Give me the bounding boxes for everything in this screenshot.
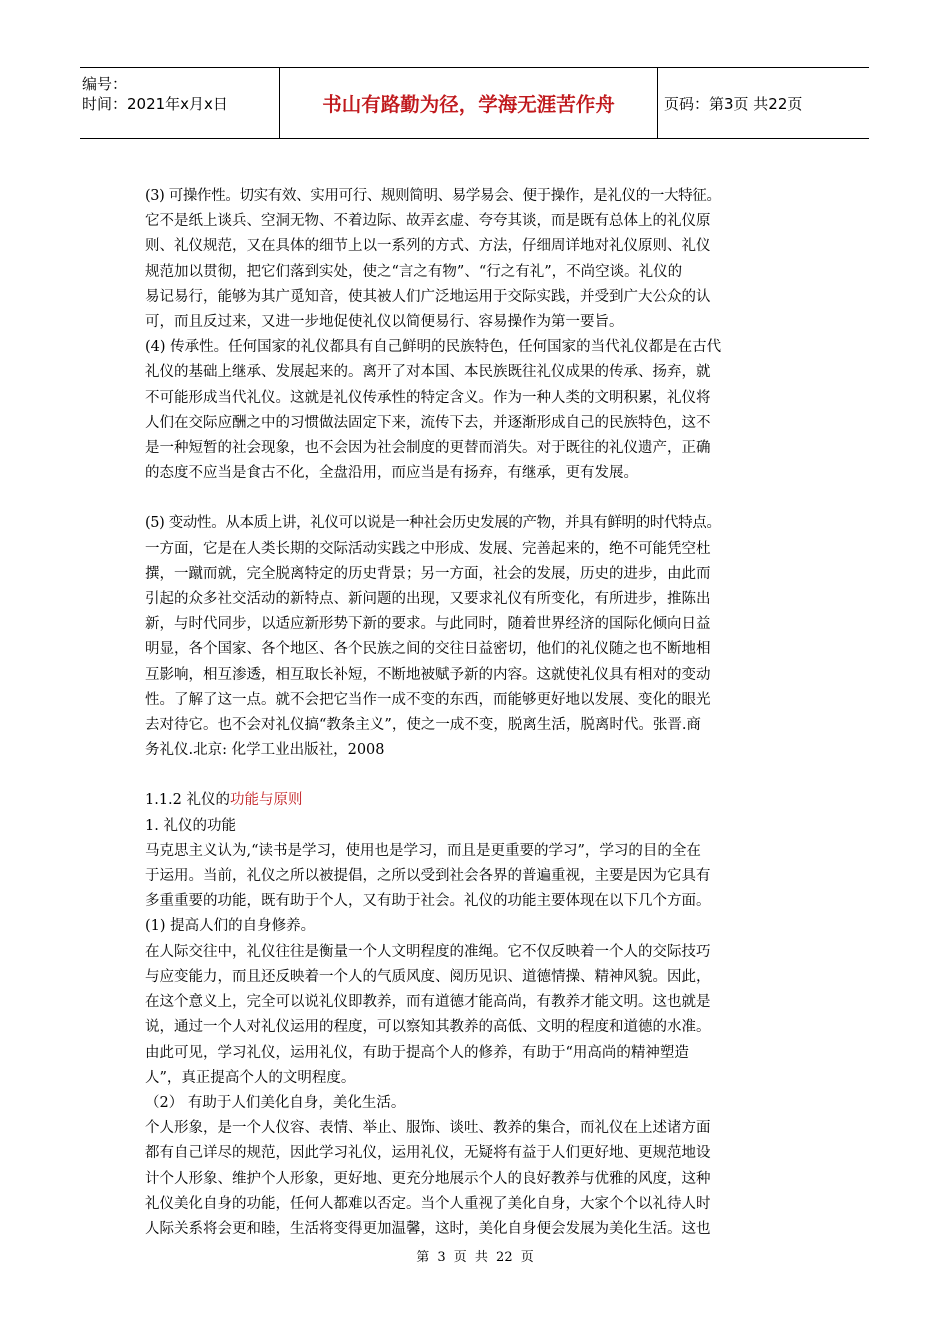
text-line: 去对待它。也不会对礼仪搞“教条主义”，使之一成不变，脱离生活，脱离时代。张晋.商 <box>145 717 701 734</box>
text-line: 礼仪美化自身的功能，任何人都难以否定。当个人重视了美化自身，大家个个以礼待人时 <box>145 1195 711 1212</box>
text-line: 在人际交往中，礼仪往往是衡量一个人文明程度的准绳。它不仅反映着一个人的交际技巧 <box>145 943 711 960</box>
text-line: 规范加以贯彻，把它们落到实处，使之“言之有物”、“行之有礼”，不尚空谈。礼仪的 <box>145 263 683 280</box>
paragraph-gap <box>145 763 815 788</box>
document-number-label: 编号： <box>82 75 128 93</box>
text-line: 与应变能力，而且还反映着一个人的气质风度、阅历见识、道德情操、精神风貌。因此， <box>145 968 711 985</box>
text-line: 计个人形象、维护个人形象，更好地、更充分地展示个人的良好教养与优雅的风度，这种 <box>145 1170 711 1187</box>
text-line: 礼仪的基础上继承、发展起来的。离开了对本国、本民族既往礼仪成果的传承、扬弃，就 <box>145 364 711 381</box>
document-time-label: 时间：2021年x月x日 <box>82 95 228 113</box>
paragraph-gap <box>145 486 815 511</box>
text-line: 易记易行，能够为其广觅知音，使其被人们广泛地运用于交际实践，并受到广大公众的认 <box>145 288 711 305</box>
subsection-heading: 1. 礼仪的功能 <box>145 817 236 834</box>
section-heading <box>145 788 815 813</box>
header-motto-cell <box>280 68 658 138</box>
text-line: (5) 变动性。从本质上讲，礼仪可以说是一种社会历史发展的产物，并具有鲜明的时代特点。 <box>145 515 721 532</box>
header-info-cell <box>80 68 280 138</box>
text-line: 则、礼仪规范，又在具体的细节上以一系列的方式、方法，仔细周详地对礼仪原则、礼仪 <box>145 238 711 255</box>
text-line: 人”，真正提高个人的文明程度。 <box>145 1069 356 1086</box>
text-line: 马克思主义认为,“读书是学习，使用也是学习，而且是更重要的学习”，学习的目的全在 <box>145 842 701 859</box>
text-line: 个人形象，是一个人仪容、表情、举止、服饰、谈吐、教养的集合，而礼仪在上述诸方面 <box>145 1120 711 1137</box>
text-line: 在这个意义上，完全可以说礼仪即教养，而有道德才能高尚，有教养才能文明。这也就是 <box>145 994 711 1011</box>
text-line: 明显，各个国家、各个地区、各个民族之间的交往日益密切，他们的礼仪随之也不断地相 <box>145 641 711 658</box>
page-footer: 第 3 页 共 22 页 <box>416 1250 534 1265</box>
text-line: 它不是纸上谈兵、空洞无物、不着边际、故弄玄虚、夸夸其谈，而是既有总体上的礼仪原 <box>145 213 711 230</box>
text-line: 人际关系将会更和睦，生活将变得更加温馨，这时，美化自身便会发展为美化生活。这也 <box>145 1220 711 1237</box>
text-line: 人们在交际应酬之中的习惯做法固定下来，流传下去，并逐渐形成自己的民族特色，这不 <box>145 414 711 431</box>
item-heading: (1) 提高人们的自身修养。 <box>145 918 316 935</box>
text-line: 引起的众多社交活动的新特点、新问题的出现，又要求礼仪有所变化，有所进步，推陈出 <box>145 591 711 608</box>
text-line: 不可能形成当代礼仪。这就是礼仪传承性的特定含义。作为一种人类的文明积累，礼仪将 <box>145 389 711 406</box>
text-line: 一方面，它是在人类长期的交际活动实践之中形成、发展、完善起来的，绝不可能凭空杜 <box>145 540 711 557</box>
item-heading: （2） 有助于人们美化自身，美化生活。 <box>145 1094 406 1111</box>
section-heading-prefix: 1.1.2 礼仪的 <box>145 792 231 809</box>
header-page-label: 页码：第3页 共22页 <box>664 94 803 113</box>
text-line: (3) 可操作性。切实有效、实用可行、规则简明、易学易会、便于操作，是礼仪的一大特征。 <box>145 188 721 204</box>
document-body <box>145 184 815 1242</box>
page-header <box>80 67 869 139</box>
text-line: (4) 传承性。任何国家的礼仪都具有自己鲜明的民族特色，任何国家的当代礼仪都是在古代 <box>145 339 722 356</box>
text-line: 互影响，相互渗透，相互取长补短，不断地被赋予新的内容。这就使礼仪具有相对的变动 <box>145 666 711 683</box>
text-line: 新，与时代同步，以适应新形势下新的要求。与此同时，随着世界经济的国际化倾向日益 <box>145 616 711 633</box>
text-line: 是一种短暂的社会现象，也不会因为社会制度的更替而消失。对于既往的礼仪遗产，正确 <box>145 440 711 457</box>
text-line: 都有自己详尽的规范，因此学习礼仪，运用礼仪，无疑将有益于人们更好地、更规范地设 <box>145 1145 711 1162</box>
text-line: 撰，一蹴而就，完全脱离特定的历史背景；另一方面，社会的发展，历史的进步，由此而 <box>145 565 711 582</box>
header-motto: 书山有路勤为径，学海无涯苦作舟 <box>322 93 615 116</box>
text-line: 的态度不应当是食古不化，全盘沿用，而应当是有扬弃，有继承，更有发展。 <box>145 465 638 482</box>
text-line: 务礼仪.北京: 化学工业出版社，2008 <box>145 742 385 759</box>
text-line: 于运用。当前，礼仪之所以被提倡，之所以受到社会各界的普遍重视，主要是因为它具有 <box>145 868 711 885</box>
text-line: 由此可见，学习礼仪，运用礼仪，有助于提高个人的修养，有助于“用高尚的精神塑造 <box>145 1044 689 1061</box>
text-line: 多重重要的功能，既有助于个人，又有助于社会。礼仪的功能主要体现在以下几个方面。 <box>145 893 711 910</box>
section-heading-highlight: 功能与原则 <box>230 792 303 809</box>
text-line: 说，通过一个人对礼仪运用的程度，可以察知其教养的高低、文明的程度和道德的水准。 <box>145 1019 711 1036</box>
text-line: 可，而且反过来，又进一步地促使礼仪以简便易行、容易操作为第一要旨。 <box>145 314 624 331</box>
text-line: 性。了解了这一点。就不会把它当作一成不变的东西，而能够更好地以发展、变化的眼光 <box>145 691 711 708</box>
header-page-cell <box>658 68 869 138</box>
